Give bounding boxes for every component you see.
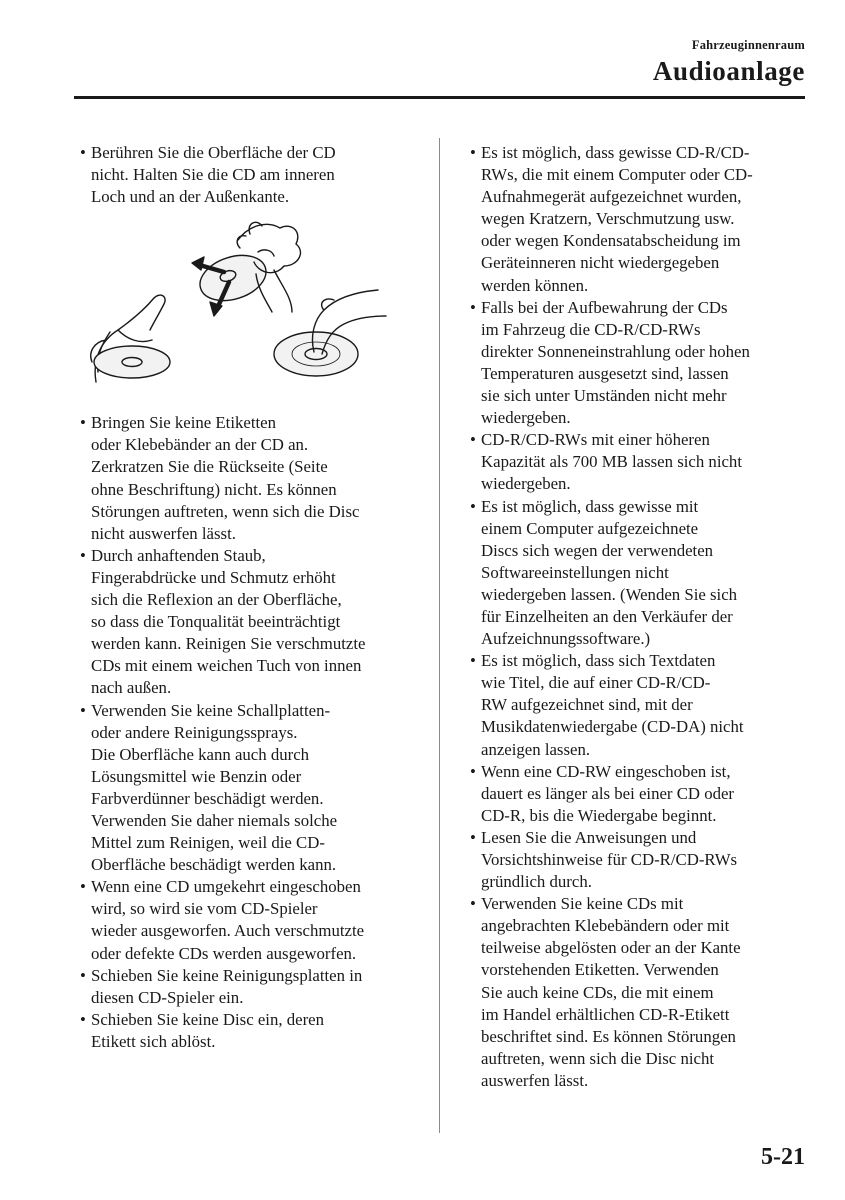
bullet: •: [470, 430, 476, 450]
bullet: •: [470, 827, 476, 847]
bullet: •: [80, 143, 86, 162]
list-item: [470, 297, 810, 430]
list-item: [470, 429, 810, 495]
bullet: •: [470, 894, 476, 914]
list-item-text: Bringen Sie keine Etiketten oder Klebebänder an der CD an. Zerkratzen Sie die Rückseite (Seite ohne Beschriftung) nicht. Es können Störungen auftreten, wenn sich die Disc nicht auswerfen lässt.: [91, 413, 360, 543]
list-item: [80, 412, 420, 545]
list-item-text: Wenn eine CD-RW eingeschoben ist, dauert es länger als bei einer CD oder CD-R, bis die Wiedergabe beginnt.: [481, 761, 735, 825]
right-column: [470, 142, 810, 1092]
list-item-text: Es ist möglich, dass gewisse CD-R/CD- RWs, die mit einem Computer oder CD- Aufnahmegerät aufgezeichnet wurden, wegen Kratzern, Verschmutzung usw. oder wegen Kondensatabscheidung im Geräteinneren nicht wiedergegeben werden können.: [481, 143, 753, 295]
list-item: [80, 142, 420, 208]
list-item-text: Es ist möglich, dass gewisse mit einem Computer aufgezeichnete Discs sich wegen der verwendeten Softwareeinstellungen nicht wiedergeben lassen. (Wenden Sie sich für Einzelheiten an den Verkäufer der Aufzeichnungssoftware.): [481, 496, 738, 649]
list-item: [80, 700, 420, 877]
bullet: •: [80, 700, 86, 720]
section-label: Fahrzeuginnenraum: [691, 38, 805, 52]
bullet: •: [470, 143, 476, 162]
hand-holding-cd-edge-icon: [91, 295, 170, 382]
list-item-text: Es ist möglich, dass sich Textdaten wie Titel, die auf einer CD-R/CD- RW aufgezeichnet sind, mit der Musikdatenwiedergabe (CD-DA) nicht anzeigen lassen.: [481, 651, 744, 759]
list-item: [80, 965, 420, 1009]
bullet: •: [80, 413, 86, 433]
list-item-text: Lesen Sie die Anweisungen und Vorsichtshinweise für CD-R/CD-RWs gründlich durch.: [481, 827, 738, 892]
list-item-text: CD-R/CD-RWs mit einer höheren Kapazität als 700 MB lassen sich nicht wiedergeben.: [481, 430, 742, 494]
list-item-text: Durch anhaftenden Staub, Fingerabdrücke und Schmutz erhöht sich die Reflexion an der Oberfläche, so dass die Tonqualität beeinträchtigt werden kann. Reinigen Sie verschmutzte CDs mit einem weichen Tuch von innen nach außen.: [91, 545, 366, 698]
list-item: [80, 545, 420, 700]
bullet: •: [80, 877, 86, 897]
list-item-text: Wenn eine CD umgekehrt eingeschoben wird, so wird sie vom CD-Spieler wieder ausgeworfen. Auch verschmutzte oder defekte CDs werden ausgeworfen.: [91, 877, 365, 963]
list-item: [470, 827, 810, 893]
bullet: •: [80, 965, 86, 985]
list-item-text: Verwenden Sie keine Schallplatten- oder andere Reinigungssprays. Die Oberfläche kann auch durch Lösungsmittel wie Benzin oder Farbverdünner beschädigt werden. Verwenden Sie daher niemals solche Mittel zum Reinigen, weil die CD- Oberfläche beschädigt werden kann.: [91, 700, 338, 875]
list-item-text: Berühren Sie die Oberfläche der CD nicht. Halten Sie die CD am inneren Loch und an der Außenkante.: [91, 143, 336, 207]
list-item: [80, 876, 420, 964]
bullet: •: [80, 545, 86, 565]
list-item: [470, 893, 810, 1092]
header-rule: [74, 96, 805, 99]
bullet: •: [470, 651, 476, 671]
cd-handling-illustration: [88, 212, 388, 384]
list-item: [470, 650, 810, 760]
bullet: •: [470, 496, 476, 516]
page-number: 5-21: [761, 1144, 805, 1170]
column-divider: [439, 138, 440, 1133]
list-item: [470, 142, 810, 297]
list-item: [470, 496, 810, 651]
list-item-text: Schieben Sie keine Reinigungsplatten in diesen CD-Spieler ein.: [91, 965, 363, 1007]
bullet: •: [80, 1009, 86, 1029]
list-item-text: Schieben Sie keine Disc ein, deren Etikett sich ablöst.: [91, 1009, 324, 1051]
page-title: Audioanlage: [652, 56, 805, 86]
list-item: [80, 1009, 420, 1053]
list-item: [470, 761, 810, 827]
bullet: •: [470, 761, 476, 781]
list-item-text: Verwenden Sie keine CDs mit angebrachten Klebebändern oder mit teilweise abgelösten oder an der Kante vorstehenden Etiketten. Verwenden Sie auch keine CDs, die mit einem im Handel erhältlichen CD-R-Etikett beschriftet sind. Es können Störungen auftreten, wenn sich die Disc nicht auswerfen lässt.: [481, 894, 741, 1090]
bullet: •: [470, 297, 476, 317]
list-item-text: Falls bei der Aufbewahrung der CDs im Fahrzeug die CD-R/CD-RWs direkter Sonneneinstrahlung oder hohen Temperaturen ausgesetzt sind, lassen sie sich unter Umständen nicht mehr wiedergeben.: [481, 297, 750, 428]
